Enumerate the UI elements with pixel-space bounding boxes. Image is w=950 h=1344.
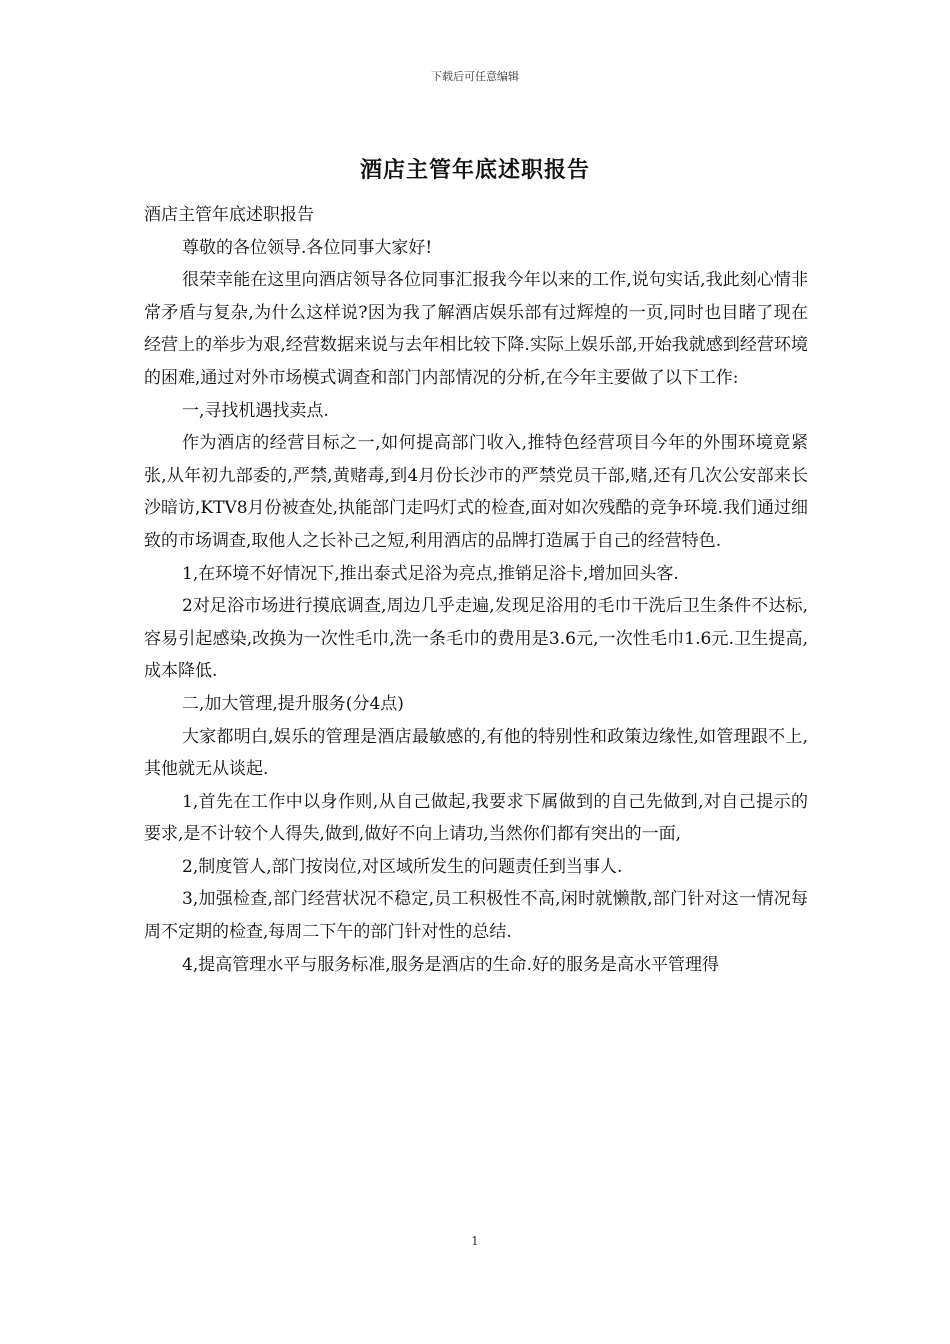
body-paragraph: 大家都明白,娱乐的管理是酒店最敏感的,有他的特别性和政策边缘性,如管理跟不上,其他就无从谈起. [144,726,808,780]
list-item: 2,制度管人,部门按岗位,对区域所发生的问题责任到当事人. [182,856,623,877]
document-title: 酒店主管年底述职报告 [359,157,590,183]
list-item: 2对足浴市场进行摸底调查,周边几乎走遍,发现足浴用的毛巾干洗后卫生条件不达标,容易引起感染,改换为一次性毛巾,洗一条毛巾的费用是3.6元,一次性毛巾1.6元.卫生提高,成本降低. [144,596,808,682]
body-paragraph: 作为酒店的经营目标之一,如何提高部门收入,推特色经营项目今年的外围环境竟紧张,从年初九部委的,严禁,黄赌毒,到4月份长沙市的严禁党员干部,赌,还有几次公安部来长沙暗访,KTV8月份被查处,执能部门走吗灯式的检查,面对如次残酷的竞争环境.我们通过细致的市场调查,取他人之长补己之短,利用酒店的品牌打造属于自己的经营特色. [144,433,808,551]
list-item: 1,首先在工作中以身作则,从自己做起,我要求下属做到的自己先做到,对自己提示的要求,是不计较个人得失,做到,做好不向上请功,当然你们都有突出的一面, [144,791,808,845]
section-heading: 二,加大管理,提升服务(分4点) [182,693,404,714]
header-note: 下载后可任意编辑 [431,70,519,83]
page-number: 1 [471,1234,479,1248]
list-item: 3,加强检查,部门经营状况不稳定,员工积极性不高,闲时就懒散,部门针对这一情况每周不定期的检查,每周二下午的部门针对性的总结. [144,889,808,943]
section-heading: 一,寻找机遇找卖点. [182,400,329,421]
list-item: 4,提高管理水平与服务标准,服务是酒店的生命.好的服务是高水平管理得 [182,954,720,975]
body-paragraph: 很荣幸能在这里向酒店领导各位同事汇报我今年以来的工作,说句实话,我此刻心情非常矛盾与复杂,为什么这样说?因为我了解酒店娱乐部有过辉煌的一页,同时也目睹了现在经营上的举步为艰,经营数据来说与去年相比较下降.实际上娱乐部,开始我就感到经营环境的困难,通过对外市场模式调查和部门内部情况的分析,在今年主要做了以下工作: [144,270,808,388]
body-paragraph: 酒店主管年底述职报告 [144,205,314,225]
body-paragraph: 尊敬的各位领导.各位同事大家好! [182,237,433,258]
list-item: 1,在环境不好情况下,推出泰式足浴为亮点,推销足浴卡,增加回头客. [182,563,679,584]
document-body [144,199,808,981]
